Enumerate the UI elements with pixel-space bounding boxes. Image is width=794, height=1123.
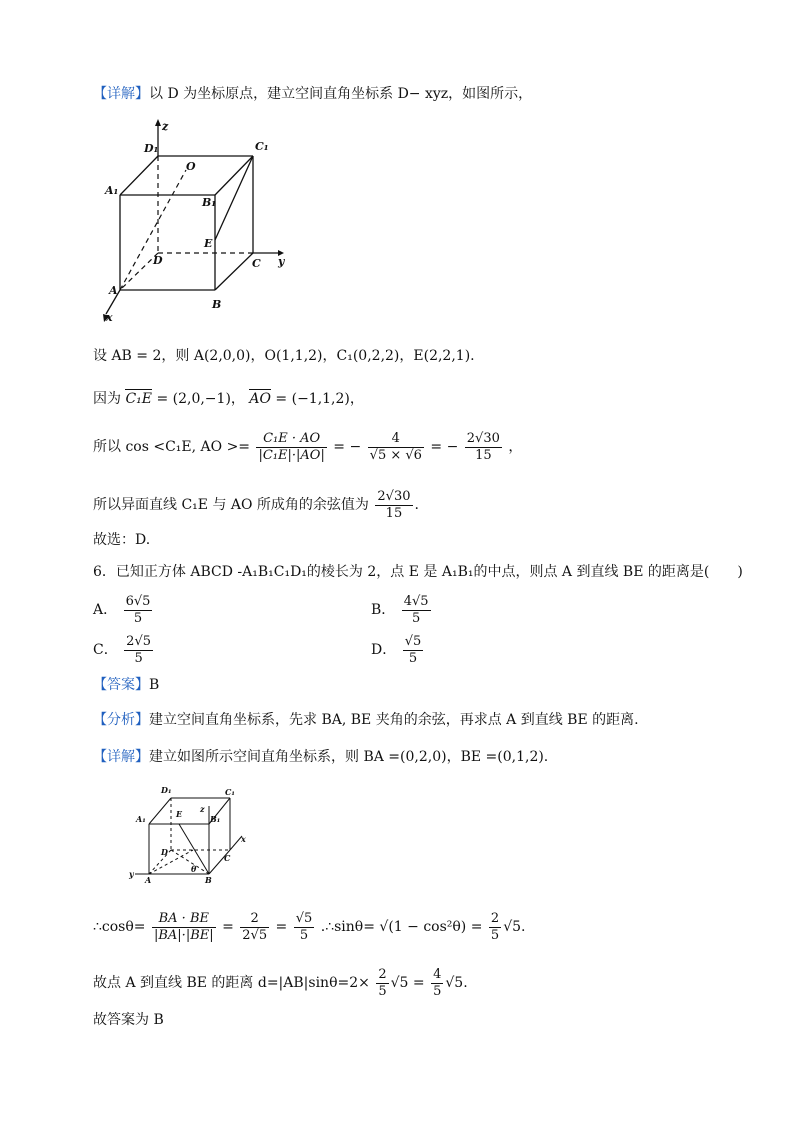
cos-theta-num-3: √5 xyxy=(295,910,313,926)
cos-theta-eq-2: = xyxy=(275,919,288,935)
cos-fraction-2-num: 4 xyxy=(368,431,424,448)
distance-text: 故点 A 到直线 BE 的距离 d=|AB|sinθ=2× xyxy=(93,975,370,991)
distance-end: √5. xyxy=(445,975,468,991)
cos-theta-fraction-3 xyxy=(294,911,315,944)
option-a-letter: A． xyxy=(93,602,118,618)
cos-theta-line xyxy=(93,906,525,948)
fig2-label-A1: A₁ xyxy=(136,814,146,824)
option-d-letter: D． xyxy=(371,642,397,658)
detail-2-tag: 【详解】 xyxy=(93,749,149,765)
distance-den-2: 5 xyxy=(433,983,442,999)
fig1-label-x: x xyxy=(106,311,113,323)
option-b-letter: B． xyxy=(371,602,396,618)
cos-theta-den-3: 5 xyxy=(299,927,309,943)
cos-fraction-1-den: |C₁E|·|AO| xyxy=(258,447,325,463)
conclusion-text: 所以异面直线 C₁E 与 AO 所成角的余弦值为 xyxy=(93,497,369,513)
cos-theta-prefix: ∴cosθ= xyxy=(93,919,146,935)
eq-minus-2: = − xyxy=(430,439,459,455)
option-d xyxy=(371,630,425,670)
cube-figure-2 xyxy=(125,784,255,886)
detail-2-line xyxy=(93,747,548,767)
analysis-text: 建立空间直角坐标系，先求 BA, BE 夹角的余弦，再求点 A 到直线 BE 的距离. xyxy=(149,712,639,728)
fig1-label-B1: B₁ xyxy=(202,196,217,209)
detail-tag: 【详解】 xyxy=(93,86,149,102)
option-c xyxy=(93,630,155,670)
fig2-label-E: E xyxy=(176,809,183,819)
sin-theta-fraction xyxy=(489,911,501,944)
distance-fraction-2 xyxy=(431,967,443,1000)
eq-minus-1: = − xyxy=(333,439,362,455)
cos-fraction-3-num: 2√30 xyxy=(466,430,500,446)
fig2-label-D: D xyxy=(161,847,168,857)
conclusion-fraction xyxy=(375,489,412,522)
fig1-label-z: z xyxy=(162,120,169,133)
fig1-label-A1: A₁ xyxy=(105,184,119,197)
final-answer-line: 故答案为 B xyxy=(93,1012,164,1028)
option-b xyxy=(371,590,433,630)
fig2-label-A: A xyxy=(145,875,152,885)
sin-theta-end: √5. xyxy=(503,919,526,935)
cos-theta-den-2: 2√5 xyxy=(242,927,268,943)
fig2-label-theta: θ xyxy=(191,864,197,874)
conclusion-den: 15 xyxy=(385,505,403,521)
cos-expression: cos <C₁E, AO >= xyxy=(125,439,251,455)
cos-theta-num-1: BA · BE xyxy=(152,911,216,928)
cos-theta-fraction-2 xyxy=(240,911,269,944)
answer-tag: 【答案】 xyxy=(93,677,149,693)
option-c-num: 2√5 xyxy=(126,633,151,649)
cos-fraction-3-den: 15 xyxy=(475,447,492,463)
coordinates-line: 设 AB = 2，则 A(2,0,0)，O(1,1,2)，C₁(0,2,2)，E(2,2,1). xyxy=(93,348,475,364)
fig2-label-y: y xyxy=(129,869,134,879)
fig1-label-C: C xyxy=(252,257,261,270)
fig2-label-B: B xyxy=(205,875,212,885)
answer-value: B xyxy=(149,677,160,693)
choice-line: 故选：D. xyxy=(93,532,151,548)
fig1-label-O: O xyxy=(186,160,196,173)
cube-figure-1 xyxy=(100,118,300,323)
option-c-den: 5 xyxy=(134,650,143,666)
fig1-label-A: A xyxy=(109,284,118,297)
fig1-label-y: y xyxy=(278,255,285,268)
conclusion-end: . xyxy=(414,497,419,513)
fig1-label-D1: D₁ xyxy=(144,142,159,155)
conclusion-line xyxy=(93,485,419,525)
cos-fraction-3 xyxy=(465,431,502,464)
option-c-letter: C． xyxy=(93,642,118,658)
distance-line xyxy=(93,963,468,1003)
fig2-label-z: z xyxy=(200,804,205,814)
detail-intro-line xyxy=(93,84,532,104)
cos-theta-num-2: 2 xyxy=(240,911,269,928)
sin-theta-den: 5 xyxy=(490,927,500,943)
fig2-label-x: x xyxy=(241,834,246,844)
option-d-den: 5 xyxy=(408,650,418,666)
option-b-den: 5 xyxy=(412,610,421,626)
fig2-label-B1: B₁ xyxy=(210,814,221,824)
fig1-label-C1: C₁ xyxy=(255,140,269,153)
vector-c1e: C₁E xyxy=(125,391,152,407)
option-a-den: 5 xyxy=(133,610,143,626)
option-a-num: 6√5 xyxy=(125,593,151,609)
vectors-line xyxy=(93,389,364,409)
because-prefix: 因为 xyxy=(93,391,121,407)
analysis-tag: 【分析】 xyxy=(93,712,149,728)
distance-fraction-1 xyxy=(376,967,388,1000)
detail-intro-text: 以 D 为坐标原点，建立空间直角坐标系 D− xyz，如图所示， xyxy=(149,86,533,102)
cos-theta-eq-1: = xyxy=(222,919,234,935)
vector-ao: AO xyxy=(249,391,271,407)
conclusion-num: 2√30 xyxy=(377,488,411,504)
detail-2-text: 建立如图所示空间直角坐标系，则 BA =(0,2,0)，BE =(0,1,2). xyxy=(149,749,549,765)
sin-theta-num: 2 xyxy=(490,910,500,926)
sin-theta-text: .∴sinθ= √(1 − cos²θ) = xyxy=(320,919,483,935)
so-prefix: 所以 xyxy=(93,439,121,455)
cos-fraction-1-num: C₁E · AO xyxy=(256,431,326,448)
fig2-label-C1: C₁ xyxy=(225,787,235,797)
fig2-label-D1: D₁ xyxy=(161,785,172,795)
cos-theta-fraction-1 xyxy=(152,911,216,944)
cos-fraction-2-den: √5 × √6 xyxy=(369,447,422,463)
distance-den-1: 5 xyxy=(378,983,387,999)
analysis-line xyxy=(93,710,639,730)
fig2-label-C: C xyxy=(224,853,231,863)
vector-ao-value: = (−1,1,2)， xyxy=(275,391,364,407)
cos-theta-den-1: |BA|·|BE| xyxy=(153,927,214,943)
option-b-num: 4√5 xyxy=(403,593,429,609)
fig1-label-E: E xyxy=(204,237,213,250)
answer-line xyxy=(93,675,159,695)
cos-fraction-1 xyxy=(256,431,326,464)
distance-num-2: 4 xyxy=(433,966,442,982)
fig1-label-D: D xyxy=(153,254,163,267)
distance-mid: √5 = xyxy=(390,975,425,991)
cos-end-comma: ， xyxy=(508,439,523,455)
option-d-num: √5 xyxy=(404,633,422,649)
distance-num-1: 2 xyxy=(378,966,387,982)
option-a xyxy=(93,590,154,630)
cosine-line xyxy=(93,427,522,467)
question-6-stem: 6．已知正方体 ABCD -A₁B₁C₁D₁的棱长为 2，点 E 是 A₁B₁的中点，则点 A 到直线 BE 的距离是( ) xyxy=(93,564,743,580)
vector-c1e-value: = (2,0,−1)， xyxy=(156,391,245,407)
cos-fraction-2 xyxy=(368,431,424,464)
fig1-label-B: B xyxy=(212,298,222,311)
